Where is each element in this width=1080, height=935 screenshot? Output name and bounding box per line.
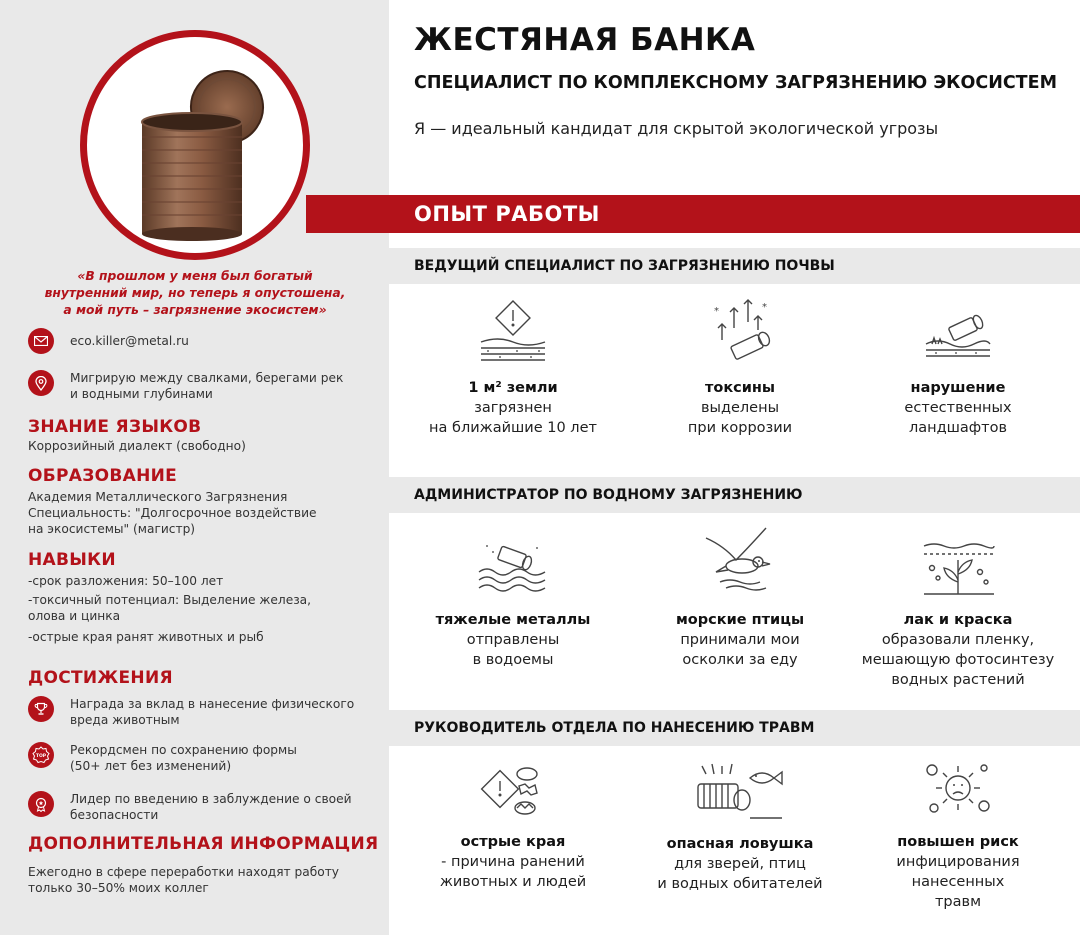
languages-heading: ЗНАНИЕ ЯЗЫКОВ [28, 417, 202, 437]
feature-bold: повышен риск [897, 834, 1019, 850]
can-and-fish-icon [692, 760, 788, 826]
sidebar-quote: «В прошлом у меня был богатый внутренний мир, но теперь я опустошена, а мой путь – загрязнение экосистем» [44, 269, 346, 317]
achievement-text: Рекордсмен по сохранению формы (50+ лет без изменений) [70, 743, 297, 773]
top-badge-icon [28, 742, 54, 768]
page-title: ЖЕСТЯНАЯ БАНКА [414, 22, 756, 58]
feature-bold: токсины [704, 380, 776, 396]
email-text[interactable]: eco.killer@metal.ru [70, 334, 189, 348]
feature-item [635, 524, 845, 670]
achievement-item [28, 696, 354, 728]
feature-bold: морские птицы [675, 612, 805, 628]
feature-desc: для зверей, птиц и водных обитателей [657, 856, 823, 892]
skill-item: -срок разложения: 50–100 лет [28, 574, 224, 588]
sharp-edges-icon [473, 758, 553, 824]
feature-desc: принимали мои осколки за еду [680, 632, 800, 668]
virus-icon [918, 758, 998, 824]
toxins-can-icon [700, 294, 780, 370]
achievements-heading: ДОСТИЖЕНИЯ [28, 668, 173, 688]
feature-desc: образовали пленку, мешающую фотосинтезу водных растений [861, 632, 1055, 688]
seabird-icon [700, 524, 780, 602]
achievement-text: Лидер по введению в заблуждение о своей безопасности [70, 792, 352, 822]
feature-desc: - причина ранений животных и людей [439, 854, 587, 890]
tin-can-photo [80, 30, 310, 260]
education-heading: ОБРАЗОВАНИЕ [28, 466, 178, 486]
section-title: РУКОВОДИТЕЛЬ ОТДЕЛА ПО НАНЕСЕНИЮ ТРАВМ [414, 720, 815, 736]
feature-item [853, 758, 1063, 912]
skill-item: -острые края ранят животных и рыб [28, 630, 264, 644]
education-text: Академия Металлического Загрязнения Специальность: "Долгосрочное воздействие на экосистемы" (магистр) [28, 490, 317, 536]
feature-desc: отправлены в водоемы [466, 632, 560, 668]
section-title: АДМИНИСТРАТОР ПО ВОДНОМУ ЗАГРЯЗНЕНИЮ [414, 487, 803, 503]
feature-item [408, 300, 618, 438]
can-in-water-icon [473, 536, 553, 602]
contact-email [28, 328, 189, 354]
experience-heading: ОПЫТ РАБОТЫ [414, 202, 600, 226]
feature-bold: острые края [460, 834, 566, 850]
svg-text:*: * [762, 302, 767, 313]
trophy-icon [28, 696, 54, 722]
achievement-item [28, 742, 297, 774]
location-pin-icon [28, 370, 54, 396]
svg-text:*: * [714, 306, 719, 317]
languages-text: Коррозийный диалект (свободно) [28, 439, 246, 453]
tagline: Я — идеальный кандидат для скрытой экологической угрозы [414, 119, 939, 138]
feature-item [408, 536, 618, 670]
svg-text:TOP: TOP [35, 754, 47, 759]
extra-info-text: Ежегодно в сфере переработки находят работу только 30–50% моих коллег [28, 865, 340, 895]
feature-item [853, 300, 1063, 438]
location-text: Мигрирую между свалками, берегами рек и водными глубинами [70, 371, 344, 401]
feature-bold: опасная ловушка [666, 836, 814, 852]
feature-desc: инфицирования нанесенных травм [896, 854, 1020, 910]
section-title: ВЕДУЩИЙ СПЕЦИАЛИСТ ПО ЗАГРЯЗНЕНИЮ ПОЧВЫ [414, 258, 835, 274]
feature-desc: естественных ландшафтов [904, 400, 1012, 436]
envelope-icon [28, 328, 54, 354]
feature-desc: загрязнен на ближайшие 10 лет [429, 400, 597, 436]
feature-item [408, 758, 618, 892]
feature-desc: выделены при коррозии [687, 400, 793, 436]
feature-item [635, 294, 845, 438]
feature-bold: лак и краска [903, 612, 1013, 628]
skills-heading: НАВЫКИ [28, 550, 116, 570]
achievement-item [28, 791, 352, 823]
extra-info-heading: ДОПОЛНИТЕЛЬНАЯ ИНФОРМАЦИЯ [28, 834, 379, 854]
achievement-text: Награда за вклад в нанесение физического вреда животным [70, 697, 355, 727]
rusty-can-image [87, 37, 303, 253]
feature-item [853, 536, 1063, 690]
feature-bold: 1 м² земли [468, 380, 558, 396]
soil-warning-icon [473, 300, 553, 370]
contact-location [28, 370, 343, 402]
skill-item: -токсичный потенциал: Выделение железа, олова и цинка [28, 593, 312, 623]
medal-icon [28, 791, 54, 817]
feature-bold: тяжелые металлы [435, 612, 591, 628]
feature-bold: нарушение [910, 380, 1006, 396]
feature-item [635, 760, 845, 894]
page-subtitle: СПЕЦИАЛИСТ ПО КОМПЛЕКСНОМУ ЗАГРЯЗНЕНИЮ ЭКОСИСТЕМ [414, 73, 1057, 93]
water-plant-icon [918, 536, 998, 602]
landscape-can-icon [918, 300, 998, 370]
